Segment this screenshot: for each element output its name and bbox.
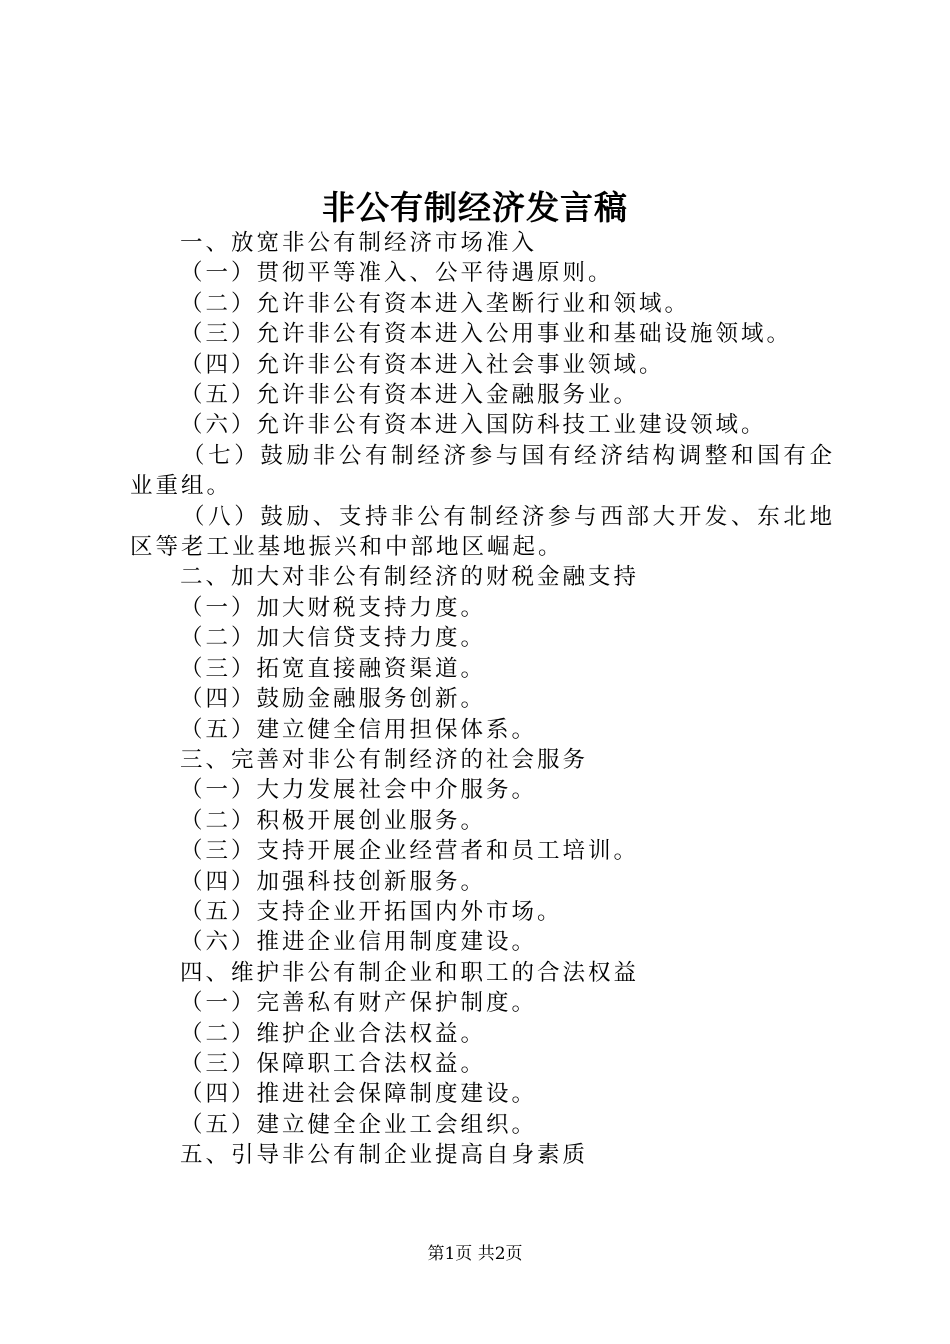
list-item: （五）允许非公有资本进入金融服务业。 bbox=[180, 382, 640, 409]
list-item: （三）保障职工合法权益。 bbox=[180, 1050, 487, 1077]
section-heading: 三、完善对非公有制经济的社会服务 bbox=[180, 746, 589, 773]
list-item: （五）支持企业开拓国内外市场。 bbox=[180, 898, 563, 925]
page-footer: 第1页 共2页 bbox=[427, 1244, 523, 1264]
list-item: （三）允许非公有资本进入公用事业和基础设施领域。 bbox=[180, 321, 793, 348]
list-item: （六）推进企业信用制度建设。 bbox=[180, 929, 538, 956]
list-item: （二）加大信贷支持力度。 bbox=[180, 625, 487, 652]
document-body bbox=[130, 228, 835, 1171]
list-item: （三）拓宽直接融资渠道。 bbox=[180, 655, 487, 682]
list-item: （六）允许非公有资本进入国防科技工业建设领域。 bbox=[180, 412, 767, 439]
list-item: （四）允许非公有资本进入社会事业领域。 bbox=[180, 351, 665, 378]
list-item: （一）加大财税支持力度。 bbox=[180, 594, 487, 621]
list-item: （四）鼓励金融服务创新。 bbox=[180, 686, 487, 713]
list-item: （七）鼓励非公有制经济参与国有经济结构调整和国有企业重组。 bbox=[130, 442, 835, 500]
section-heading: 二、加大对非公有制经济的财税金融支持 bbox=[180, 564, 640, 591]
list-item: （四）加强科技创新服务。 bbox=[180, 868, 487, 895]
list-item: （二）积极开展创业服务。 bbox=[180, 807, 487, 834]
section-heading: 四、维护非公有制企业和职工的合法权益 bbox=[180, 959, 640, 986]
list-item: （二）维护企业合法权益。 bbox=[180, 1020, 487, 1047]
section-heading: 五、引导非公有制企业提高自身素质 bbox=[180, 1142, 589, 1169]
list-item: （八）鼓励、支持非公有制经济参与西部大开发、东北地区等老工业基地振兴和中部地区崛起。 bbox=[130, 503, 835, 561]
list-item: （四）推进社会保障制度建设。 bbox=[180, 1081, 538, 1108]
list-item: （一）贯彻平等准入、公平待遇原则。 bbox=[180, 260, 614, 287]
document-title: 非公有制经济发言稿 bbox=[322, 188, 628, 227]
list-item: （一）完善私有财产保护制度。 bbox=[180, 990, 538, 1017]
list-item: （五）建立健全信用担保体系。 bbox=[180, 716, 538, 743]
section-heading: 一、放宽非公有制经济市场准入 bbox=[180, 230, 538, 256]
list-item: （一）大力发展社会中介服务。 bbox=[180, 777, 538, 804]
list-item: （二）允许非公有资本进入垄断行业和领域。 bbox=[180, 290, 691, 317]
list-item: （五）建立健全企业工会组织。 bbox=[180, 1111, 538, 1138]
list-item: （三）支持开展企业经营者和员工培训。 bbox=[180, 838, 640, 865]
